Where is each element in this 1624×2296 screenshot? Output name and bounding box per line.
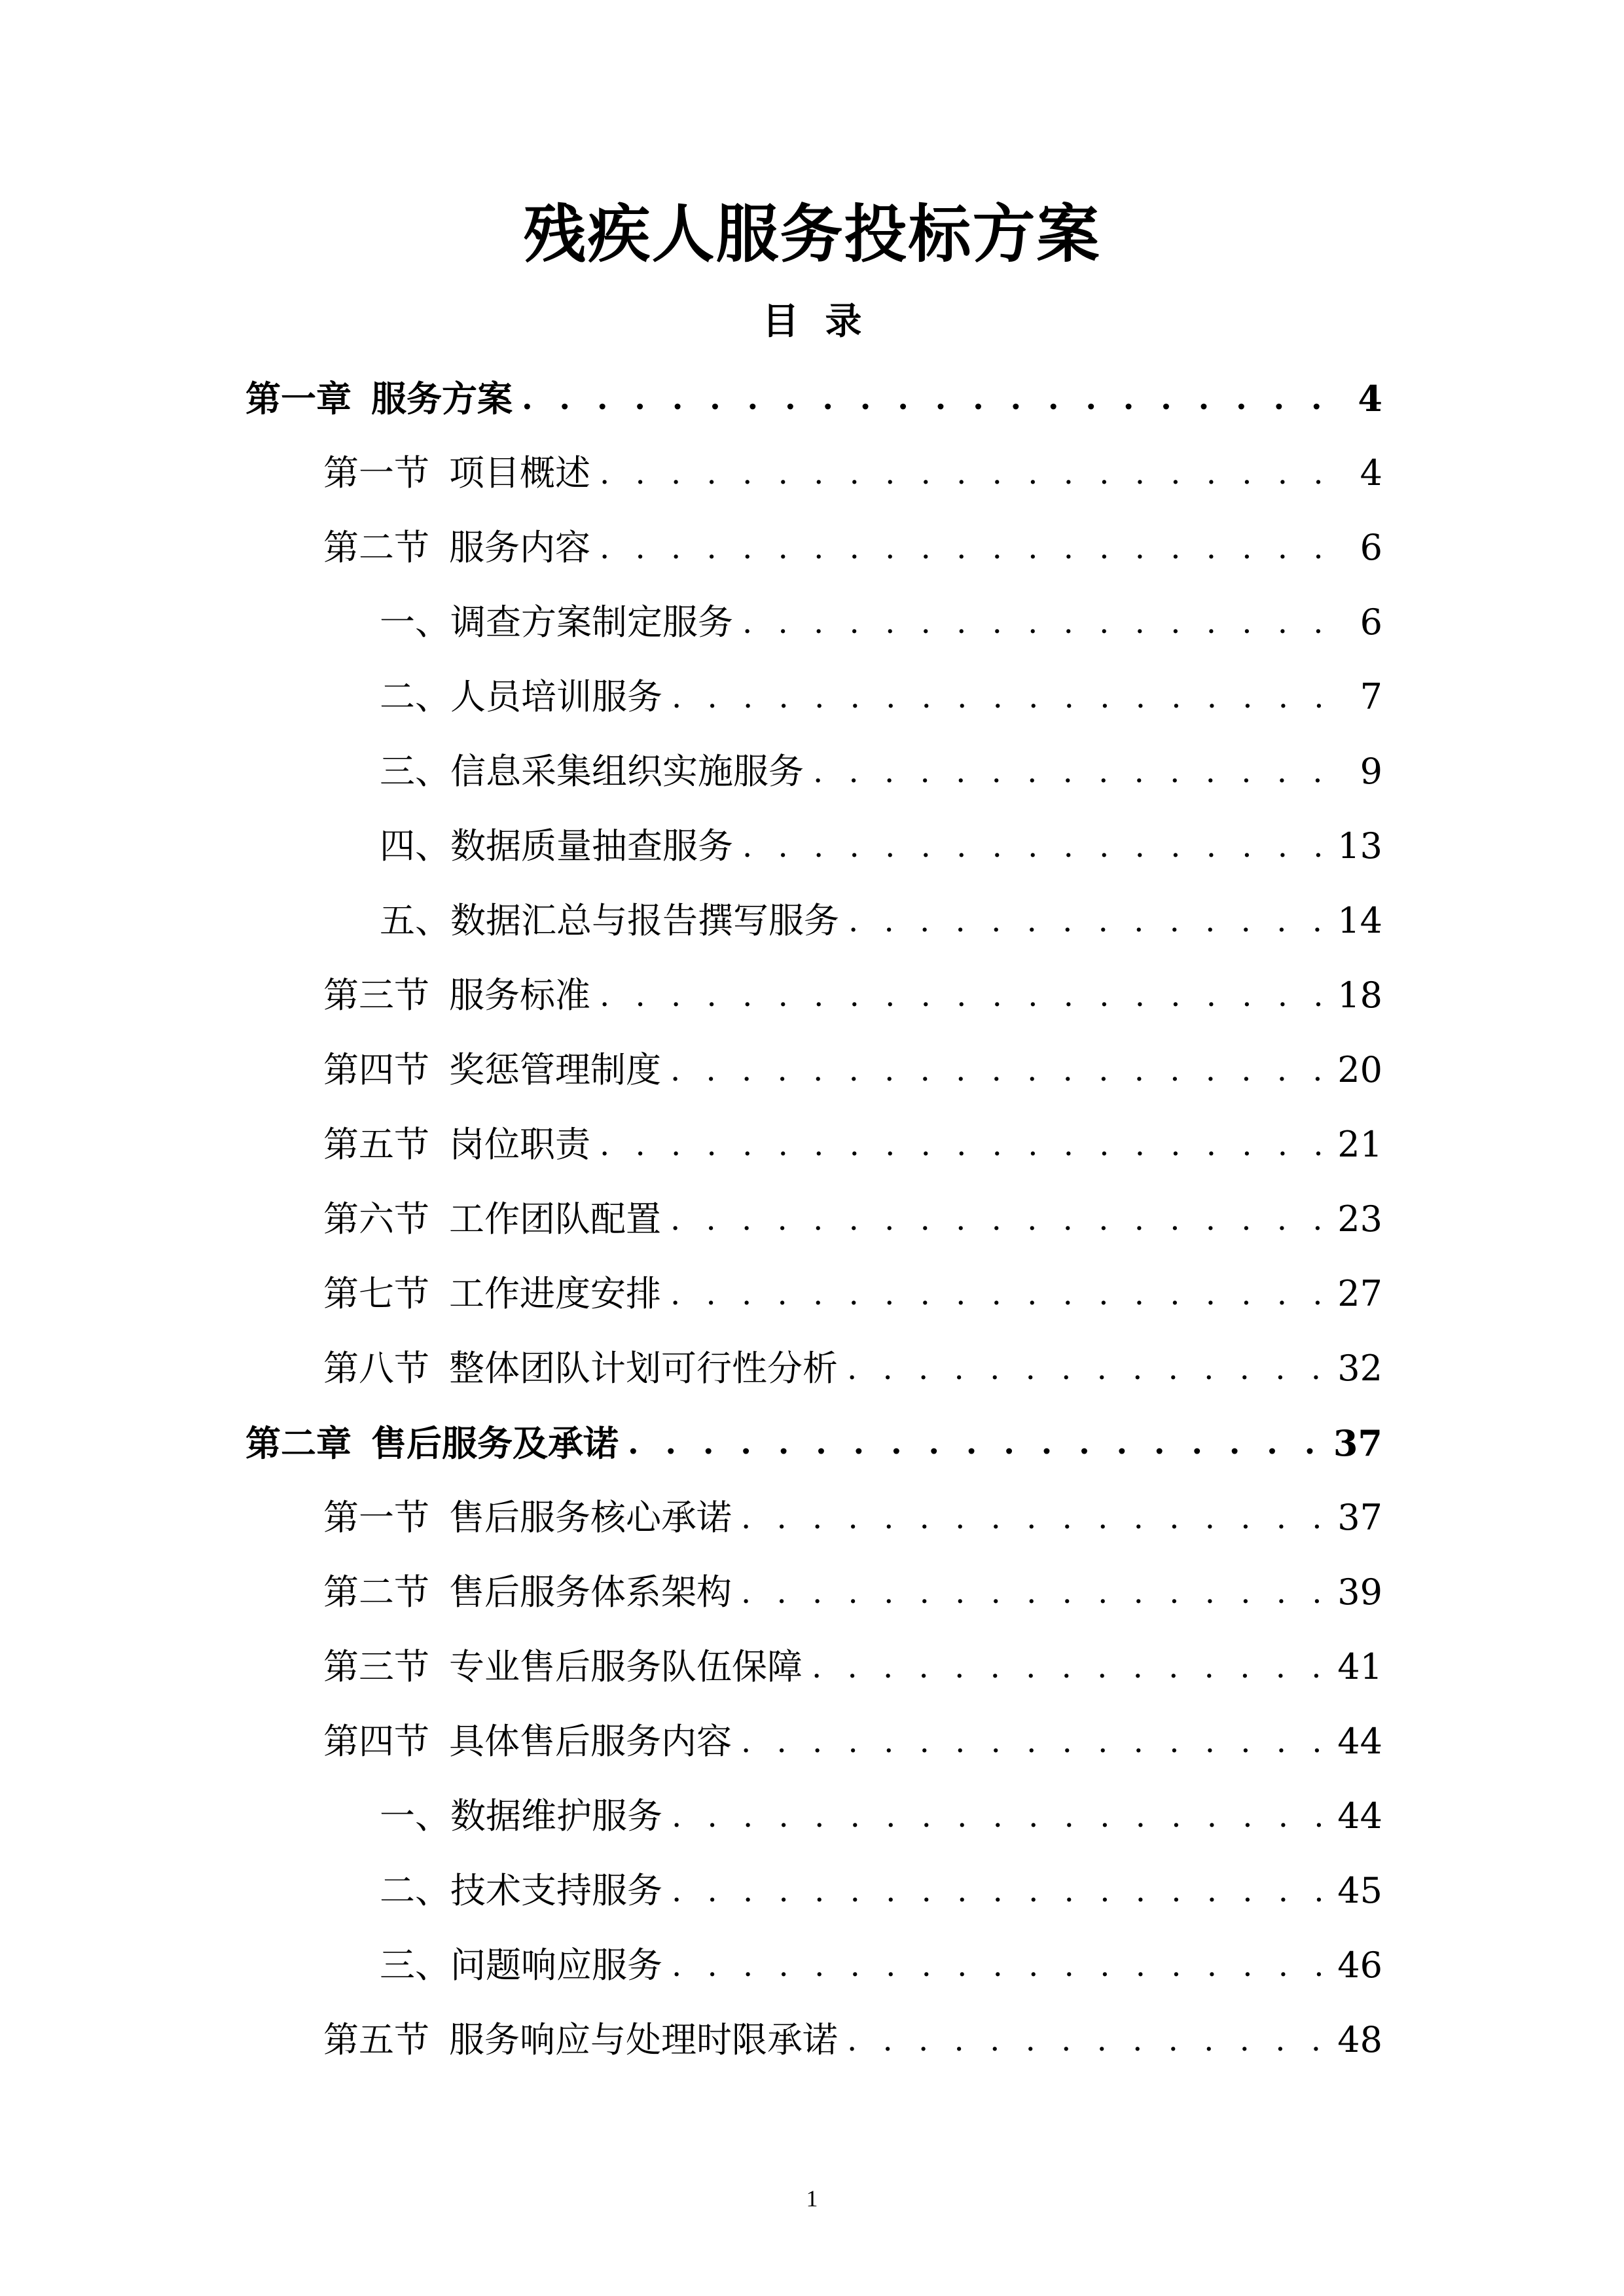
- toc-entry-title: 信息采集组织实施服务: [450, 751, 804, 792]
- table-of-contents: [0, 361, 1624, 2077]
- toc-entry-page: 23: [1337, 1198, 1382, 1240]
- toc-entry-title: 岗位职责: [449, 1124, 590, 1165]
- toc-entry-number: 一、: [380, 1795, 450, 1837]
- toc-section-entry[interactable]: [0, 511, 1624, 585]
- toc-dot-leader: [812, 1651, 1328, 1683]
- toc-entry-number: 三、: [380, 751, 450, 792]
- toc-entry-title: 售后服务及承诺: [371, 1422, 619, 1464]
- toc-entry-number: 第四节: [323, 1049, 429, 1090]
- toc-section-entry[interactable]: [0, 958, 1624, 1033]
- toc-entry-title: 数据维护服务: [450, 1795, 662, 1837]
- toc-entry-page: 41: [1337, 1646, 1382, 1687]
- toc-dot-leader: [742, 831, 1328, 862]
- toc-entry-title: 技术支持服务: [450, 1870, 662, 1911]
- toc-entry-title: 售后服务体系架构: [449, 1571, 732, 1613]
- toc-dot-leader: [672, 1950, 1328, 1981]
- toc-dot-leader: [670, 1278, 1328, 1310]
- toc-dot-leader: [742, 607, 1351, 638]
- toc-entry-title: 项目概述: [449, 452, 590, 493]
- toc-entry-number: 第一节: [323, 452, 429, 493]
- toc-entry-page: 18: [1337, 975, 1382, 1016]
- document-title: 残疾人服务投标方案: [523, 197, 1101, 271]
- toc-dot-leader: [600, 532, 1351, 564]
- toc-entry-number: 五、: [380, 900, 450, 941]
- toc-entry-title: 整体团队计划可行性分析: [449, 1348, 838, 1389]
- toc-subsection-entry[interactable]: [0, 585, 1624, 660]
- toc-dot-leader: [670, 1204, 1328, 1235]
- toc-dot-leader: [600, 457, 1351, 489]
- toc-entry-page: 44: [1337, 1721, 1382, 1762]
- toc-entry-title: 服务内容: [449, 527, 590, 568]
- toc-dot-leader: [672, 681, 1351, 713]
- toc-entry-title: 工作进度安排: [449, 1273, 661, 1314]
- toc-section-entry[interactable]: [0, 1331, 1624, 1406]
- toc-entry-number: 第七节: [323, 1273, 429, 1314]
- toc-entry-page: 20: [1337, 1049, 1382, 1090]
- toc-dot-leader: [741, 1726, 1328, 1757]
- toc-entry-page: 44: [1337, 1795, 1382, 1837]
- toc-section-entry[interactable]: [0, 1630, 1624, 1704]
- toc-heading-text: 目录: [762, 300, 888, 343]
- toc-entry-number: 第六节: [323, 1198, 429, 1240]
- toc-dot-leader: [672, 1875, 1328, 1907]
- toc-entry-title: 奖惩管理制度: [449, 1049, 661, 1090]
- toc-entry-number: 第八节: [323, 1348, 429, 1389]
- toc-section-entry[interactable]: [0, 1555, 1624, 1630]
- toc-chapter-entry[interactable]: [0, 1406, 1624, 1480]
- toc-entry-number: 第四节: [323, 1721, 429, 1762]
- toc-entry-title: 专业售后服务队伍保障: [449, 1646, 803, 1687]
- toc-entry-title: 调查方案制定服务: [450, 601, 733, 643]
- toc-entry-number: 第五节: [323, 2019, 429, 2060]
- toc-dot-leader: [600, 1129, 1328, 1160]
- toc-section-entry[interactable]: [0, 1182, 1624, 1257]
- toc-entry-number: 二、: [380, 1870, 450, 1911]
- toc-entry-number: 第五节: [323, 1124, 429, 1165]
- toc-entry-title: 人员培训服务: [450, 676, 662, 717]
- toc-entry-page: 39: [1337, 1571, 1382, 1613]
- toc-entry-page: 7: [1360, 676, 1382, 717]
- toc-entry-page: 4: [1360, 452, 1382, 493]
- toc-entry-number: 四、: [380, 825, 450, 867]
- page-number: 1: [806, 2185, 818, 2212]
- toc-entry-number: 第二章: [245, 1422, 352, 1464]
- toc-section-entry[interactable]: [0, 1257, 1624, 1331]
- toc-section-entry[interactable]: [0, 2003, 1624, 2077]
- toc-dot-leader: [847, 1353, 1328, 1384]
- toc-section-entry[interactable]: [0, 1704, 1624, 1779]
- toc-dot-leader: [628, 1427, 1324, 1459]
- toc-entry-page: 45: [1337, 1870, 1382, 1911]
- toc-entry-page: 6: [1360, 601, 1382, 643]
- toc-entry-page: 32: [1337, 1348, 1382, 1389]
- toc-entry-number: 二、: [380, 676, 450, 717]
- toc-section-entry[interactable]: [0, 1480, 1624, 1555]
- toc-entry-page: 13: [1337, 825, 1382, 867]
- toc-dot-leader: [847, 2024, 1328, 2056]
- toc-dot-leader: [672, 1801, 1328, 1832]
- toc-subsection-entry[interactable]: [0, 660, 1624, 734]
- toc-entry-page: 4: [1358, 378, 1382, 420]
- toc-dot-leader: [670, 1054, 1328, 1086]
- toc-entry-number: 第一章: [245, 378, 352, 420]
- toc-subsection-entry[interactable]: [0, 809, 1624, 884]
- toc-entry-number: 第三节: [323, 975, 429, 1016]
- toc-entry-number: 第三节: [323, 1646, 429, 1687]
- toc-section-entry[interactable]: [0, 1107, 1624, 1182]
- toc-entry-number: 第二节: [323, 1571, 429, 1613]
- toc-heading: [0, 300, 1624, 344]
- toc-entry-page: 6: [1360, 527, 1382, 568]
- toc-entry-title: 售后服务核心承诺: [449, 1497, 732, 1538]
- toc-entry-title: 数据质量抽查服务: [450, 825, 733, 867]
- toc-entry-page: 37: [1337, 1497, 1382, 1538]
- toc-subsection-entry[interactable]: [0, 734, 1624, 809]
- toc-dot-leader: [741, 1502, 1328, 1534]
- toc-subsection-entry[interactable]: [0, 1854, 1624, 1928]
- toc-entry-page: 14: [1337, 900, 1382, 941]
- toc-dot-leader: [522, 383, 1348, 414]
- toc-dot-leader: [813, 756, 1351, 787]
- toc-entry-number: 一、: [380, 601, 450, 643]
- toc-entry-title: 具体售后服务内容: [449, 1721, 732, 1762]
- toc-entry-number: 三、: [380, 1945, 450, 1986]
- toc-entry-page: 9: [1360, 751, 1382, 792]
- toc-entry-title: 服务标准: [449, 975, 590, 1016]
- toc-dot-leader: [741, 1577, 1328, 1608]
- toc-entry-title: 工作团队配置: [449, 1198, 661, 1240]
- toc-entry-number: 第二节: [323, 527, 429, 568]
- toc-entry-title: 问题响应服务: [450, 1945, 662, 1986]
- toc-dot-leader: [600, 980, 1328, 1011]
- toc-entry-title: 服务方案: [371, 378, 513, 420]
- toc-entry-page: 48: [1337, 2019, 1382, 2060]
- toc-entry-page: 21: [1337, 1124, 1382, 1165]
- toc-chapter-entry[interactable]: [0, 361, 1624, 436]
- toc-subsection-entry[interactable]: [0, 1779, 1624, 1854]
- toc-subsection-entry[interactable]: [0, 884, 1624, 958]
- toc-entry-title: 数据汇总与报告撰写服务: [450, 900, 839, 941]
- toc-entry-page: 37: [1333, 1422, 1382, 1464]
- toc-section-entry[interactable]: [0, 436, 1624, 511]
- toc-section-entry[interactable]: [0, 1033, 1624, 1107]
- toc-dot-leader: [848, 905, 1328, 937]
- toc-entry-number: 第一节: [323, 1497, 429, 1538]
- toc-entry-title: 服务响应与处理时限承诺: [449, 2019, 838, 2060]
- toc-entry-page: 27: [1337, 1273, 1382, 1314]
- toc-entry-page: 46: [1337, 1945, 1382, 1986]
- toc-subsection-entry[interactable]: [0, 1928, 1624, 2003]
